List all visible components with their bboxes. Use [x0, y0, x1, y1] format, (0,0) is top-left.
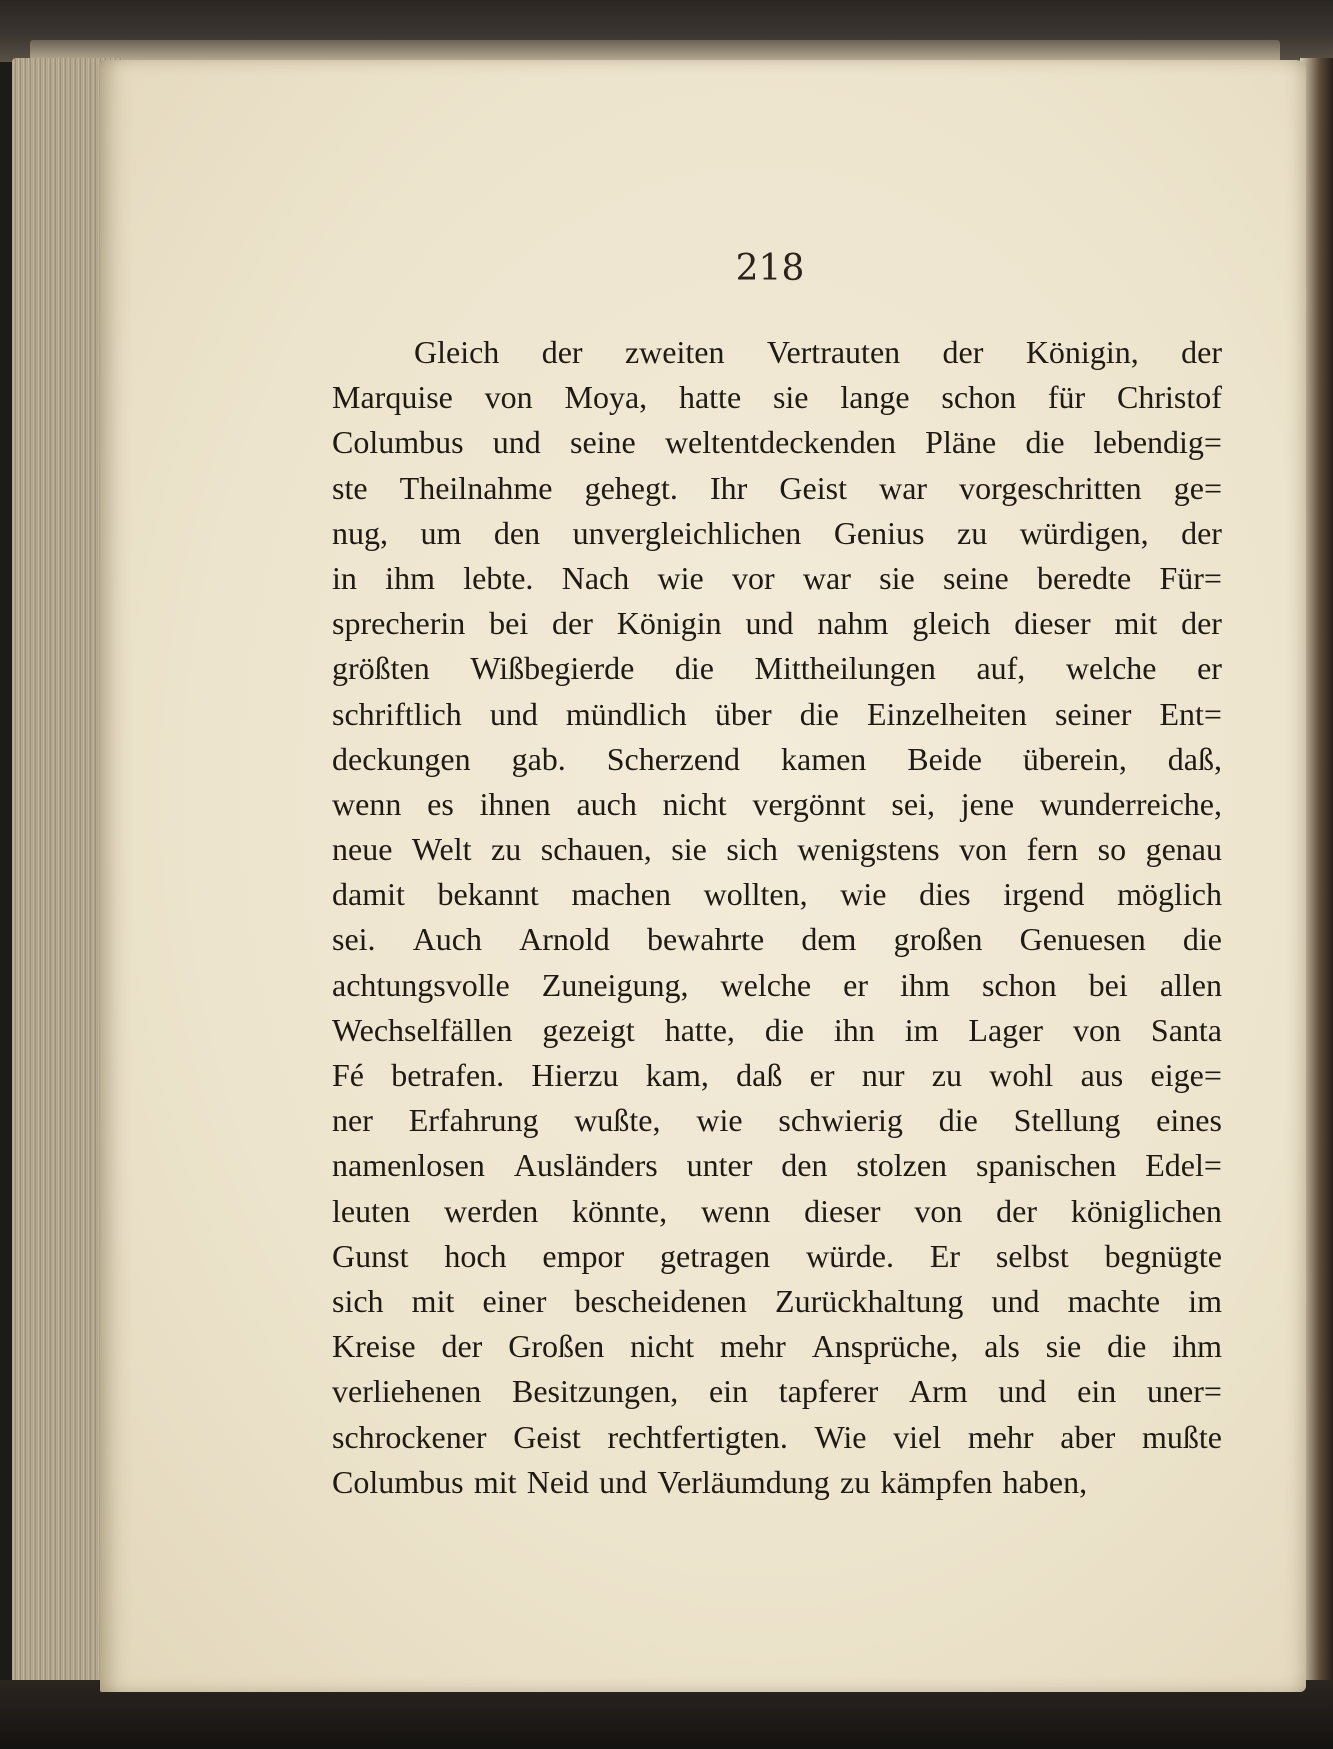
word: mit	[473, 1463, 517, 1500]
word: über	[714, 695, 772, 732]
text-line	[332, 737, 1222, 782]
word: Scherzend	[606, 740, 741, 777]
word: viel	[893, 1418, 942, 1455]
word: wie	[840, 876, 887, 913]
word: nicht	[630, 1328, 695, 1365]
word: der	[942, 334, 984, 370]
word: zu	[840, 1463, 871, 1500]
word: zu	[931, 1057, 962, 1093]
word: sich	[726, 831, 778, 868]
word: als	[984, 1328, 1020, 1365]
word: vorgeschritten	[959, 469, 1142, 506]
text-line	[332, 827, 1222, 872]
text-line	[332, 1415, 1222, 1460]
word: wie	[696, 1102, 743, 1139]
word: welche	[1065, 650, 1157, 687]
word: größten	[332, 650, 430, 687]
text-line	[332, 1053, 1222, 1098]
word: Santa	[1150, 1011, 1222, 1048]
word: für	[1047, 379, 1086, 416]
text-line	[332, 601, 1222, 646]
word: tapferer	[778, 1373, 879, 1410]
word: von	[914, 1192, 963, 1229]
word: zweiten	[624, 334, 725, 370]
word: der	[1181, 605, 1222, 642]
word: werden	[444, 1192, 539, 1229]
word: Wechselfällen	[332, 1011, 513, 1048]
word: schon	[941, 379, 1017, 416]
word: königlichen	[1070, 1192, 1222, 1229]
word: den	[781, 1147, 828, 1184]
word: dem	[801, 921, 857, 958]
word: würde.	[806, 1237, 894, 1274]
word: war	[879, 469, 928, 506]
word: Gleich	[414, 334, 500, 370]
word: Mittheilungen	[754, 650, 936, 687]
word: Er	[929, 1237, 961, 1274]
text-line	[332, 1324, 1222, 1369]
word: er	[1197, 650, 1222, 687]
word: Stellung	[1013, 1102, 1121, 1139]
word: nug,	[332, 514, 388, 551]
word: Edel=	[1145, 1147, 1222, 1184]
word: Zurückhaltung	[775, 1282, 964, 1319]
word: und	[991, 1282, 1040, 1319]
text-line	[332, 872, 1222, 917]
text-line	[332, 1234, 1222, 1279]
word: die	[1107, 1328, 1147, 1365]
word: Auch	[412, 921, 482, 958]
word: es	[427, 785, 454, 822]
word: kämpfen	[880, 1463, 993, 1500]
word: genau	[1145, 831, 1222, 868]
word: mehr	[720, 1328, 786, 1365]
word: die	[799, 695, 839, 732]
word: sei,	[891, 785, 935, 822]
word: ihm	[1172, 1328, 1222, 1365]
word: Ausländers	[513, 1147, 658, 1184]
word: Zuneigung,	[541, 966, 689, 1003]
word: achtungsvolle	[332, 966, 510, 1003]
word: Verläumdung	[657, 1463, 830, 1500]
word: lebte.	[463, 559, 534, 596]
word: und	[492, 424, 541, 461]
word: stolzen	[856, 1147, 948, 1184]
text-line	[332, 1460, 1222, 1505]
word: weltentdeckenden	[664, 424, 896, 461]
word: Christof	[1117, 379, 1222, 416]
word: wenn	[332, 785, 402, 822]
word: vor	[731, 559, 775, 596]
word: und	[599, 1463, 648, 1500]
word: irgend	[1003, 876, 1085, 913]
word: Lager	[968, 1011, 1044, 1048]
word: zu	[956, 514, 988, 551]
word: ge=	[1173, 469, 1222, 506]
word: ein	[708, 1373, 749, 1410]
word: bei	[1088, 966, 1128, 1003]
word: mit	[411, 1282, 455, 1319]
word: getragen	[659, 1237, 771, 1274]
word: sie	[671, 831, 707, 868]
word: so	[1097, 831, 1127, 868]
word: schon	[981, 966, 1057, 1003]
word: auch	[576, 785, 637, 822]
word: die	[674, 650, 714, 687]
text-line	[332, 782, 1222, 827]
word: vergönnt	[752, 785, 866, 822]
word: sich	[332, 1282, 384, 1319]
word: ihm	[385, 559, 435, 596]
word: von	[959, 831, 1008, 868]
word: der	[541, 334, 583, 370]
word: möglich	[1117, 876, 1222, 913]
text-line	[332, 1189, 1222, 1234]
word: rechtfertigten.	[607, 1418, 788, 1455]
word: der	[441, 1328, 483, 1365]
word: daß,	[1167, 740, 1222, 777]
word: ihm	[900, 966, 950, 1003]
word: dieser	[1014, 605, 1091, 642]
word: wenn	[700, 1192, 771, 1229]
word: und	[998, 1373, 1047, 1410]
text-line	[332, 556, 1222, 601]
text-line	[332, 646, 1222, 691]
word: Gunst	[332, 1237, 409, 1274]
word: ste	[332, 469, 368, 506]
word: Genuesen	[1019, 921, 1146, 958]
word: gleich	[912, 605, 991, 642]
word: lebendig=	[1093, 424, 1222, 461]
word: im	[1188, 1282, 1222, 1319]
word: Welt	[411, 831, 472, 868]
word: Besitzungen,	[512, 1373, 679, 1410]
word: überein,	[1022, 740, 1127, 777]
word: fern	[1026, 831, 1079, 868]
text-line	[332, 692, 1222, 737]
word: Vertrauten	[766, 334, 901, 370]
word: eines	[1156, 1102, 1222, 1139]
word: Nach	[561, 559, 630, 596]
word: im	[904, 1011, 939, 1048]
word: nur	[861, 1057, 905, 1093]
text-line	[332, 375, 1222, 420]
text-line	[332, 1008, 1222, 1053]
word: lange	[840, 379, 910, 416]
word: mehr	[967, 1418, 1034, 1455]
word: einer	[482, 1282, 547, 1319]
word: unvergleichlichen	[572, 514, 802, 551]
word: aber	[1060, 1418, 1116, 1455]
word: Wißbegierde	[470, 650, 635, 687]
word: seiner	[1054, 695, 1132, 732]
word: wußte,	[574, 1102, 661, 1139]
word: spanischen	[975, 1147, 1117, 1184]
word: dieser	[804, 1192, 881, 1229]
word: ihnen	[479, 785, 551, 822]
word: daß	[736, 1057, 783, 1093]
word: aus	[1080, 1057, 1124, 1093]
word: begnügte	[1104, 1237, 1222, 1274]
word: mit	[1114, 605, 1158, 642]
text-line	[332, 1098, 1222, 1143]
word: Wie	[814, 1418, 867, 1455]
word: sprecherin	[332, 605, 466, 642]
word: Großen	[508, 1328, 605, 1365]
word: hoch	[444, 1237, 507, 1274]
word: Geist	[513, 1418, 581, 1455]
word: in	[332, 559, 357, 596]
word: Geist	[779, 469, 847, 506]
word: nahm	[817, 605, 889, 642]
word: Kreise	[332, 1328, 416, 1365]
word: Ansprüche,	[811, 1328, 959, 1365]
text-line	[332, 1279, 1222, 1324]
word: die	[1025, 424, 1065, 461]
text-line	[332, 1143, 1222, 1188]
word: Columbus	[332, 1463, 464, 1500]
word: Columbus	[332, 424, 464, 461]
word: Pläne	[925, 424, 997, 461]
word: Beide	[907, 740, 982, 777]
word: damit	[332, 876, 405, 913]
word: seine	[943, 559, 1009, 596]
word: großen	[893, 921, 983, 958]
word: nicht	[662, 785, 727, 822]
word: gehegt.	[584, 469, 678, 506]
word: der	[552, 605, 593, 642]
word: und	[489, 695, 538, 732]
word: Einzelheiten	[866, 695, 1027, 732]
word: Fé	[332, 1057, 364, 1093]
word: uner=	[1147, 1373, 1222, 1410]
word: die	[1182, 921, 1222, 958]
word: er	[809, 1057, 835, 1093]
word: machte	[1067, 1282, 1161, 1319]
word: den	[493, 514, 541, 551]
text-line	[332, 963, 1222, 1008]
word: Hierzu	[531, 1057, 619, 1093]
word: empor	[542, 1237, 625, 1274]
word: eige=	[1150, 1057, 1222, 1093]
word: ner	[332, 1102, 373, 1139]
text-line	[332, 420, 1222, 465]
word: schriftlich	[332, 695, 462, 732]
word: Arnold	[519, 921, 610, 958]
word: dies	[919, 876, 971, 913]
word: unter	[686, 1147, 753, 1184]
word: würdigen,	[1019, 514, 1149, 551]
word: beredte	[1037, 559, 1132, 596]
word: Theilnahme	[399, 469, 553, 506]
word: er	[843, 966, 869, 1003]
word: hatte,	[664, 1011, 735, 1048]
word: bekannt	[437, 876, 539, 913]
word: schrockener	[332, 1418, 487, 1455]
word: Königin,	[1025, 334, 1139, 370]
word: die	[764, 1011, 804, 1048]
word: gab.	[511, 740, 566, 777]
word: Arm	[909, 1373, 968, 1410]
word: neue	[332, 831, 393, 868]
text-line	[332, 917, 1222, 962]
word: allen	[1159, 966, 1222, 1003]
word: kamen	[780, 740, 867, 777]
text-line	[332, 330, 1222, 375]
word: Ihr	[710, 469, 748, 506]
word: war	[802, 559, 851, 596]
word: Neid	[526, 1463, 589, 1500]
word: schauen,	[540, 831, 652, 868]
word: verliehenen	[332, 1373, 482, 1410]
word: Königin	[616, 605, 722, 642]
word: deckungen	[332, 740, 471, 777]
word: schwierig	[778, 1102, 903, 1139]
word: seine	[569, 424, 636, 461]
word: Ent=	[1159, 695, 1222, 732]
word: betrafen.	[391, 1057, 505, 1093]
word: selbst	[995, 1237, 1069, 1274]
word: machen	[571, 876, 671, 913]
word: auf,	[976, 650, 1026, 687]
word: haben,	[1002, 1463, 1088, 1500]
word: bei	[489, 605, 529, 642]
word: von	[484, 379, 533, 416]
word: kam,	[645, 1057, 709, 1093]
text-line	[332, 1369, 1222, 1414]
word: um	[420, 514, 462, 551]
word: könnte,	[572, 1192, 668, 1229]
word: sie	[1045, 1328, 1082, 1365]
word: Für=	[1159, 559, 1222, 596]
word: wohl	[989, 1057, 1054, 1093]
word: wollten,	[703, 876, 808, 913]
word: gezeigt	[542, 1011, 635, 1048]
word: von	[1072, 1011, 1121, 1048]
word: ihn	[833, 1011, 875, 1048]
word: sei.	[332, 921, 376, 958]
word: und	[745, 605, 794, 642]
word: wie	[657, 559, 704, 596]
word: der	[1181, 514, 1222, 551]
word: mußte	[1141, 1418, 1222, 1455]
word: namenlosen	[332, 1147, 485, 1184]
word: Moya,	[564, 379, 648, 416]
text-line	[332, 466, 1222, 511]
word: mündlich	[565, 695, 687, 732]
word: wunderreiche,	[1039, 785, 1222, 822]
word: der	[1181, 334, 1222, 370]
page-number: 218	[735, 248, 805, 289]
word: Erfahrung	[408, 1102, 539, 1139]
word: sie	[879, 559, 915, 596]
word: sie	[772, 379, 809, 416]
text-line	[332, 511, 1222, 556]
word: Marquise	[332, 379, 453, 416]
word: wenigstens	[797, 831, 940, 868]
word: bescheidenen	[574, 1282, 747, 1319]
word: zu	[491, 831, 522, 868]
word: ein	[1077, 1373, 1117, 1410]
word: jene	[960, 785, 1015, 822]
word: der	[996, 1192, 1037, 1229]
body-text	[332, 330, 1222, 1505]
word: hatte	[678, 379, 742, 416]
word: bewahrte	[646, 921, 765, 958]
word: Genius	[833, 514, 925, 551]
word: leuten	[332, 1192, 411, 1229]
word: die	[938, 1102, 978, 1139]
word: welche	[720, 966, 812, 1003]
page-top-edge	[30, 40, 1280, 62]
